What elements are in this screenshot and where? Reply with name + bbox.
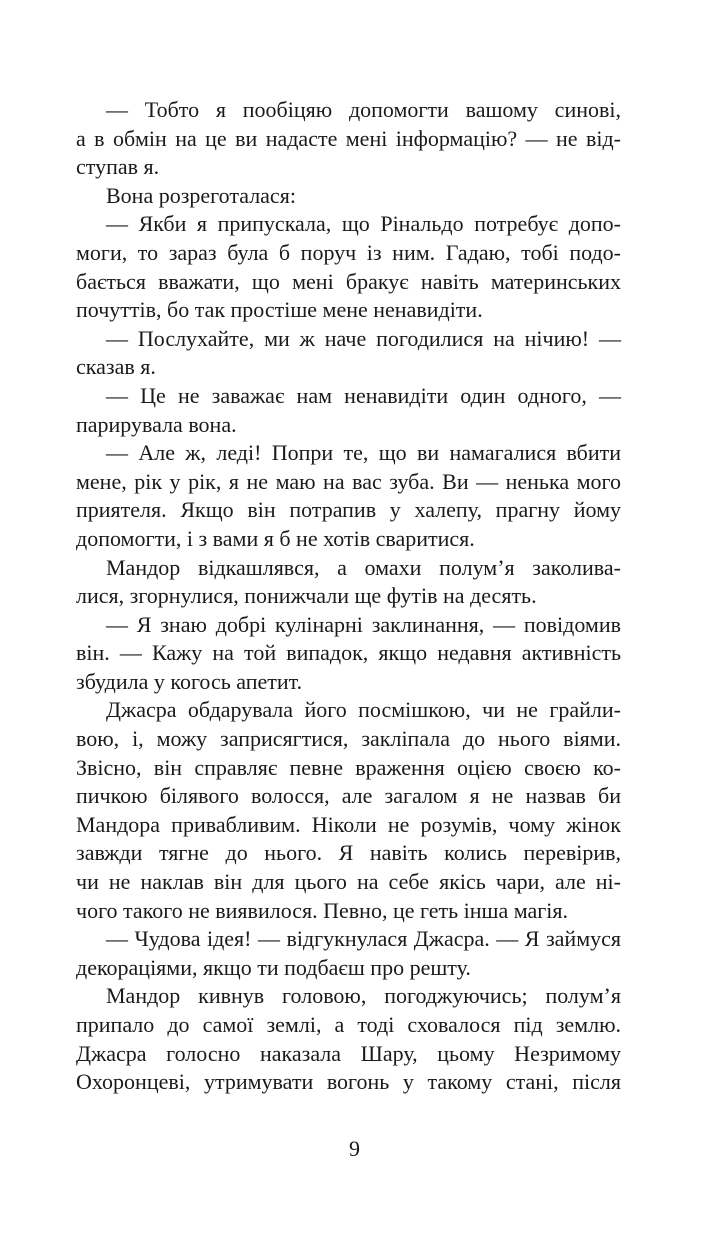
text-line: — Але ж, леді! Попри те, що ви намагалися вбити — [106, 440, 621, 466]
text-line: завжди тягне до нього. Я навіть колись перевірив, — [76, 840, 621, 866]
text-line: Мандор кивнув головою, погоджуючись; полум’я — [106, 983, 621, 1009]
text-line: — Послухайте, ми ж наче погодилися на нічию! — — [106, 325, 621, 351]
page-number: 9 — [349, 1136, 360, 1161]
text-line: допомогти, і з вами я б не хотів сваритися. — [76, 525, 475, 551]
text-line: — Я знаю добрі кулінарні заклинання, — повідомив — [106, 611, 621, 637]
text-line: моги, то зараз була б поруч із ним. Гадаю, тобі подо- — [76, 239, 621, 265]
text-line: — Якби я припускала, що Рінальдо потребує допо- — [106, 211, 621, 237]
text-line: він. — Кажу на той випадок, якщо недавня активність — [76, 640, 621, 666]
text-line: Мандора привабливим. Ніколи не розумів, чому жінок — [76, 811, 621, 837]
text-line: приятеля. Якщо він потрапив у халепу, прагну йому — [76, 497, 621, 523]
text-line: — Чудова ідея! — відгукнулася Джасра. — Я займуся — [106, 926, 621, 952]
text-line: Мандор відкашлявся, а омахи полум’я заколива- — [106, 554, 621, 580]
text-line: декораціями, якщо ти подбаєш про решту. — [76, 954, 471, 980]
text-line: Вона розреготалася: — [106, 182, 296, 208]
text-line: Охоронцеві, утримувати вогонь у такому стані, після — [76, 1069, 621, 1095]
text-line: почуттів, бо так простіше мене ненавидіти. — [76, 297, 483, 323]
text-line: а в обмін на це ви надасте мені інформацію? — не від- — [76, 125, 621, 151]
text-line: — Це не заважає нам ненавидіти один одного, — — [106, 382, 621, 408]
text-line: вою, і, можу заприсягтися, закліпала до нього віями. — [76, 726, 621, 752]
text-line: Джасра обдарувала його посмішкою, чи не грайли- — [106, 697, 621, 723]
text-line: припало до самої землі, а тоді сховалося під землю. — [76, 1012, 621, 1037]
text-line: ступав я. — [76, 154, 160, 180]
text-line: парирувала вона. — [76, 411, 237, 437]
text-line: мене, рік у рік, я не маю на вас зуба. Ви — ненька мого — [76, 468, 621, 494]
text-line: збудила у когось апетит. — [76, 668, 303, 694]
text-line: Звісно, він справляє певне враження оцією своєю ко- — [76, 754, 621, 780]
text-line: Джасра голосно наказала Шару, цьому Незримому — [76, 1040, 621, 1066]
text-line: лися, згорнулися, понижчали ще футів на десять. — [76, 583, 537, 609]
text-line: пичкою білявого волосся, але загалом я не назвав би — [76, 783, 621, 809]
text-line: — Тобто я пообіцяю допомогти вашому синові, — [106, 97, 621, 122]
text-line: чи не наклав він для цього на себе якісь чари, але ні- — [76, 869, 621, 895]
body-text — [76, 96, 621, 1097]
text-line: чого такого не виявилося. Певно, це геть інша магія. — [76, 897, 569, 923]
text-line: бається вважати, що мені бракує навіть материнських — [76, 268, 621, 294]
text-line: сказав я. — [76, 354, 156, 380]
